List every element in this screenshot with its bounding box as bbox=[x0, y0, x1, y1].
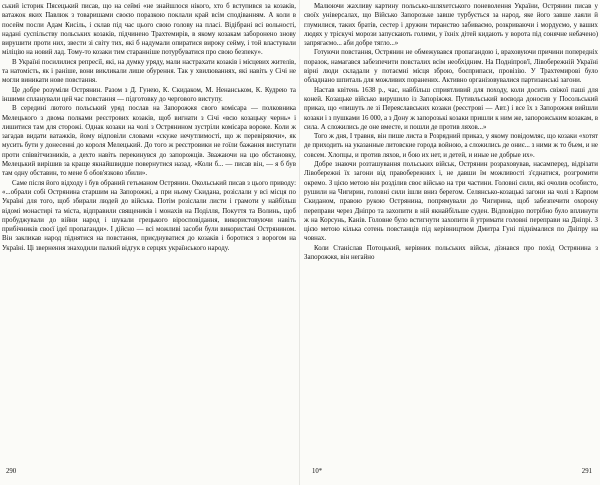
page-number-right: 291 bbox=[581, 468, 592, 475]
signature-mark: 10* bbox=[312, 468, 323, 475]
paragraph: Саме після його відходу і був обраний гетьманом Острянин. Окольський писав з цього приводу: «...обрали собі Острянина старшим на Запорожжі, а при ньому Скидана, розіслали у всі місця по Україні для того, щоб збирали людей до війська. Потім розіслали листи і грамоти у найбільш відомі монастирі та міста, відправили священиків і монахів на Поділля, Покуття та Волинь, щоб пробуджували до війни народ і шукали грецького віросповідання, використовуючи навіть прибічників своєї ідеї пропаганди». І дійсно — всі можливі засоби були використані Острянином. Він закликав народ піднятися на повстання, приєднуватися до козаків і боротися з ворогом на Україні. Ці звернення знаходили палкий відгук в серцях українського народу. bbox=[2, 179, 296, 252]
paragraph: Малюючи жахливу картину польсько-шляхетського поневолення України, Острянин писав у своїх універсалах, що Військо Запорозьке завше турбується за народ, яке його завше лаяли й глумилися, таких братів, сестер і дружин тиранство забиваємо, розкриваючи і мордуємо, у ваших людях у тріскучі морози запускають голими, у їхніх дітей кидають у ворота під сонячне небачено) запрягаємо... аби добре тягло...» bbox=[304, 3, 598, 48]
paragraph: Добре знаючи розташування польських військ, Острянин розраховував, насамперед, відрізати Лівобережні їх загони від правобережних і, не давши їм можливості з'єднатися, розгромити окремо. З цією метою він розділив своє військо на три частини. Головні сили, які очолив особисто, рушили на Чигирин, головні сили ішли вниз берегом. Селянсько-козацькі загони на чолі з Карпом Скиданом, правою рукою Острянина, попрямували до Чигирина, щоб забезпечити охорону переправи через Дніпро та захопити в ній якнайбільше суден. Відповідно потрібно було вплинути ж на Корсунь, Канів. Головне було встигнути захопити й утримати головні переправи на Дніпрі. З цією метою кілька сотень повстанців під керівництвом Дмитра Гуні піднімалися по Дніпру на човнах. bbox=[304, 161, 598, 243]
right-page bbox=[304, 2, 598, 485]
paragraph: В середині лютого польський уряд послав на Запорожжя свого комісара — полковника Мелецького з двома полками реєстрових козаків, щоб вигнати з Січі «всю козацьку чернь» і лишитися там для сторожі. Однак козаки на чолі з Острянином зустріли комісара вороже. Коли ж загадав видати ватажків, йому відповіли словами «скуже нечутлимості, що ж перевіряючи», як мусить бути у донесенні до короля Мелецький. До того ж реєстровики не гоїли бажання виступати проти співвітчизників, а дехто навіть перекинувся до запорожців. Зважаючи на цю обстановку, Мелецький вирішив за краще якнайшвидше повернутися назад. «Коли б... — писав він, — я б був там одну обставин, то мене б обов'язково збили». bbox=[2, 105, 296, 178]
right-page-text bbox=[304, 2, 598, 262]
page-footer bbox=[0, 468, 600, 480]
paragraph: Готуючи повстання, Острянин не обмежувався пропагандою і, враховуючи причини попередніх поразок, намагався забезпечити повсталих всім необхідним. На Подніпров'ї, Лівобережній Україні вірні люди складали у потаємні місця зброю, боєприпаси, провізію. У Трахтемирові було обладнано шпиталь для можливих поранених. Активно організовувалися партизанські загони. bbox=[304, 49, 598, 85]
gutter bbox=[299, 0, 300, 485]
left-page-text bbox=[2, 2, 296, 253]
paragraph: ський історик Пясецький писав, що на сеймі «не знайшлося нікого, хто б вступився за козаків, ватажок яких Павлюк з товаришами своєю поразкою поклали край всім сподіванням. А коли в посейм посли Адам Кисіль, і склав під час цього свою голову на пласі. Відібрані всі вольності, надані суспільству польських козаків, підчинено Трахтемирів, в якому козакам заборонено знову вирушити проти них, звести зі світу тих, які б надумали опиратися вироку сейму, і той властували міліцію на новий лад. Тому-то козаки тим старанніше потурбуватися про свою безпеку». bbox=[2, 3, 296, 57]
paragraph: Коли Станіслав Потоцький, керівник польських військ, дізнався про похід Острянина з Запорожжя, він негайно bbox=[304, 244, 598, 262]
paragraph: В Україні посилилися репресії, які, на думку уряду, мали настрахати козаків і місцевих жителів, та натомість, як і раніше, вони викликали лише обурення. Так у хвилюваннях, які навіть у Січі не могли виникати нове повстання. bbox=[2, 58, 296, 85]
paragraph: Це добре розуміли Острянин. Разом з Д. Гунею, К. Скидаком, М. Ненанськом, К. Кудрею та іншими спланували цей час повстання — підготовку до чергового виступу. bbox=[2, 86, 296, 103]
paragraph: Того ж дня, I травня, він пише листа в Розрядний приказ, у якому повідомляє, що козаки «хотят де приходить на указанные литовские города войною, а сложились де ониє... з ними ж то бъем, и не совсем. Хлопцы, и против ляхов, и бою их нет, и детей, и иные не добрые их». bbox=[304, 133, 598, 159]
page-number-left: 290 bbox=[6, 468, 17, 475]
left-page bbox=[2, 2, 296, 485]
paragraph: Настав квітень 1638 р., час, найбільш сприятливий для походу, коли досить свіжої паші для коней. Козацьке військо вирушило із Запоріжжя. Путивльський воєвода доносив у Посольський приказ, що «пишуть ле зі Переяславських козаки (реєстрові — Авт.) і все їх з Запорожжя вийшли козаки і з пушками 16 000, а з Дону ж запорозькі козаки пришли к ним же, запорожським козакам, в сила. А сложились де оне вместе, и пошли де против ляхов...» bbox=[304, 86, 598, 131]
